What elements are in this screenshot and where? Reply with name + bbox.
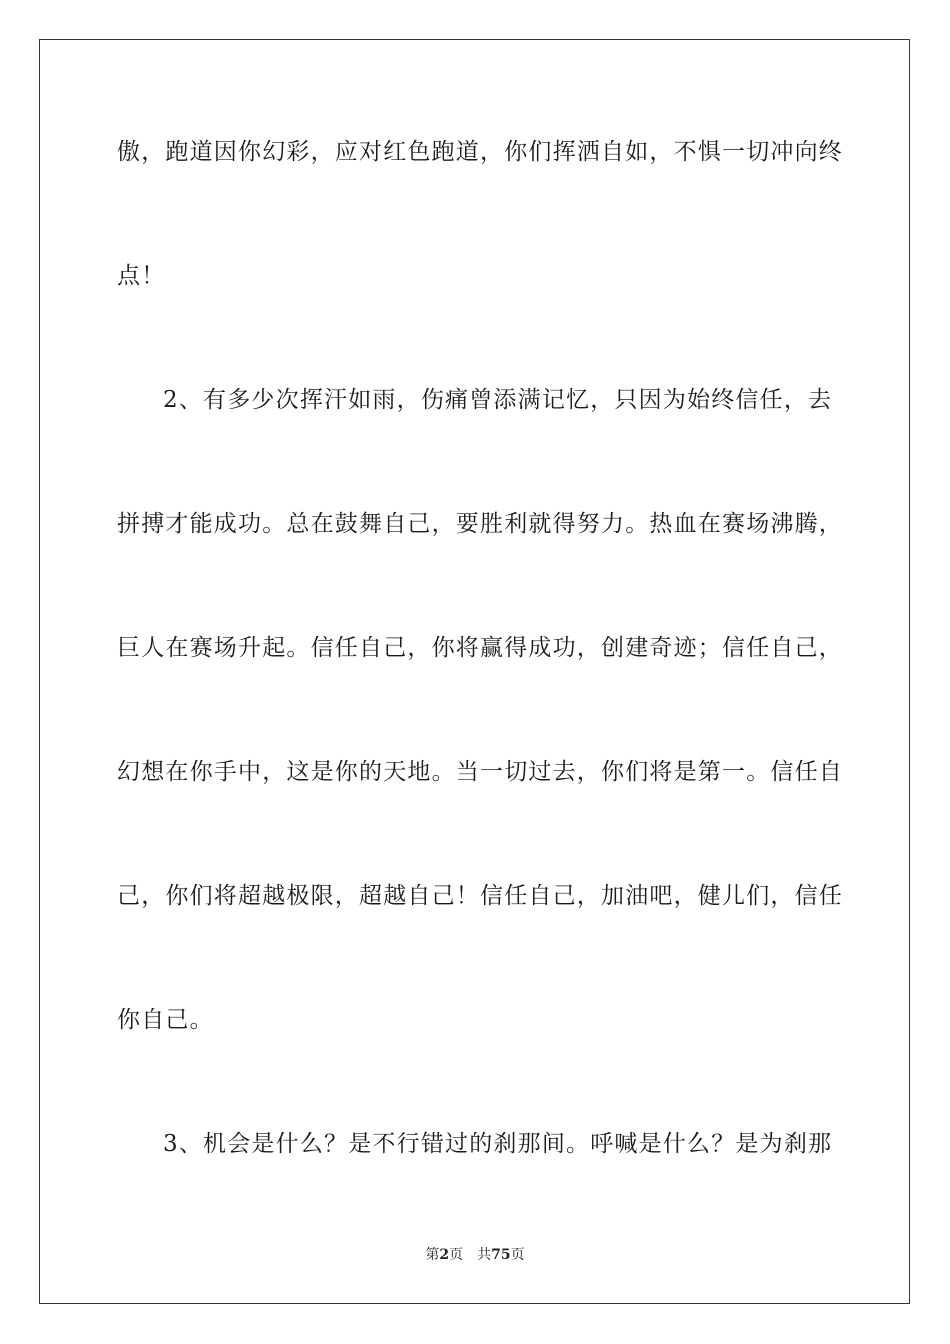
page-border [39,39,910,1304]
total-label-prefix: 共 [477,1247,492,1263]
total-label-suffix: 页 [510,1247,525,1263]
paragraph-start-line: 2、有多少次挥汗如雨，伤痛曾添满记忆，只因为始终信任，去 [163,387,833,413]
text-line: 你自己。 [117,1007,214,1033]
paragraph-start-line: 3、机会是什么？是不行错过的刹那间。呼喊是什么？是为刹那 [163,1131,833,1157]
text-line: 己，你们将超越极限，超越自己！信任自己，加油吧，健儿们，信任 [117,883,843,909]
page-label-prefix: 第 [425,1247,440,1263]
text-line: 拼搏才能成功。总在鼓舞自己，要胜利就得努力。热血在赛场沸腾， [117,511,843,537]
page-number: 2 [439,1247,450,1263]
text-line: 幻想在你手中，这是你的天地。当一切过去，你们将是第一。信任自 [117,759,843,785]
total-pages: 75 [491,1247,511,1263]
page-footer [0,1246,950,1264]
page-label-suffix: 页 [449,1247,464,1263]
text-line: 傲，跑道因你幻彩，应对红色跑道，你们挥洒自如，不惧一切冲向终 [117,139,843,165]
text-line: 点！ [117,263,166,289]
text-line: 巨人在赛场升起。信任自己，你将赢得成功，创建奇迹；信任自己， [117,635,843,661]
